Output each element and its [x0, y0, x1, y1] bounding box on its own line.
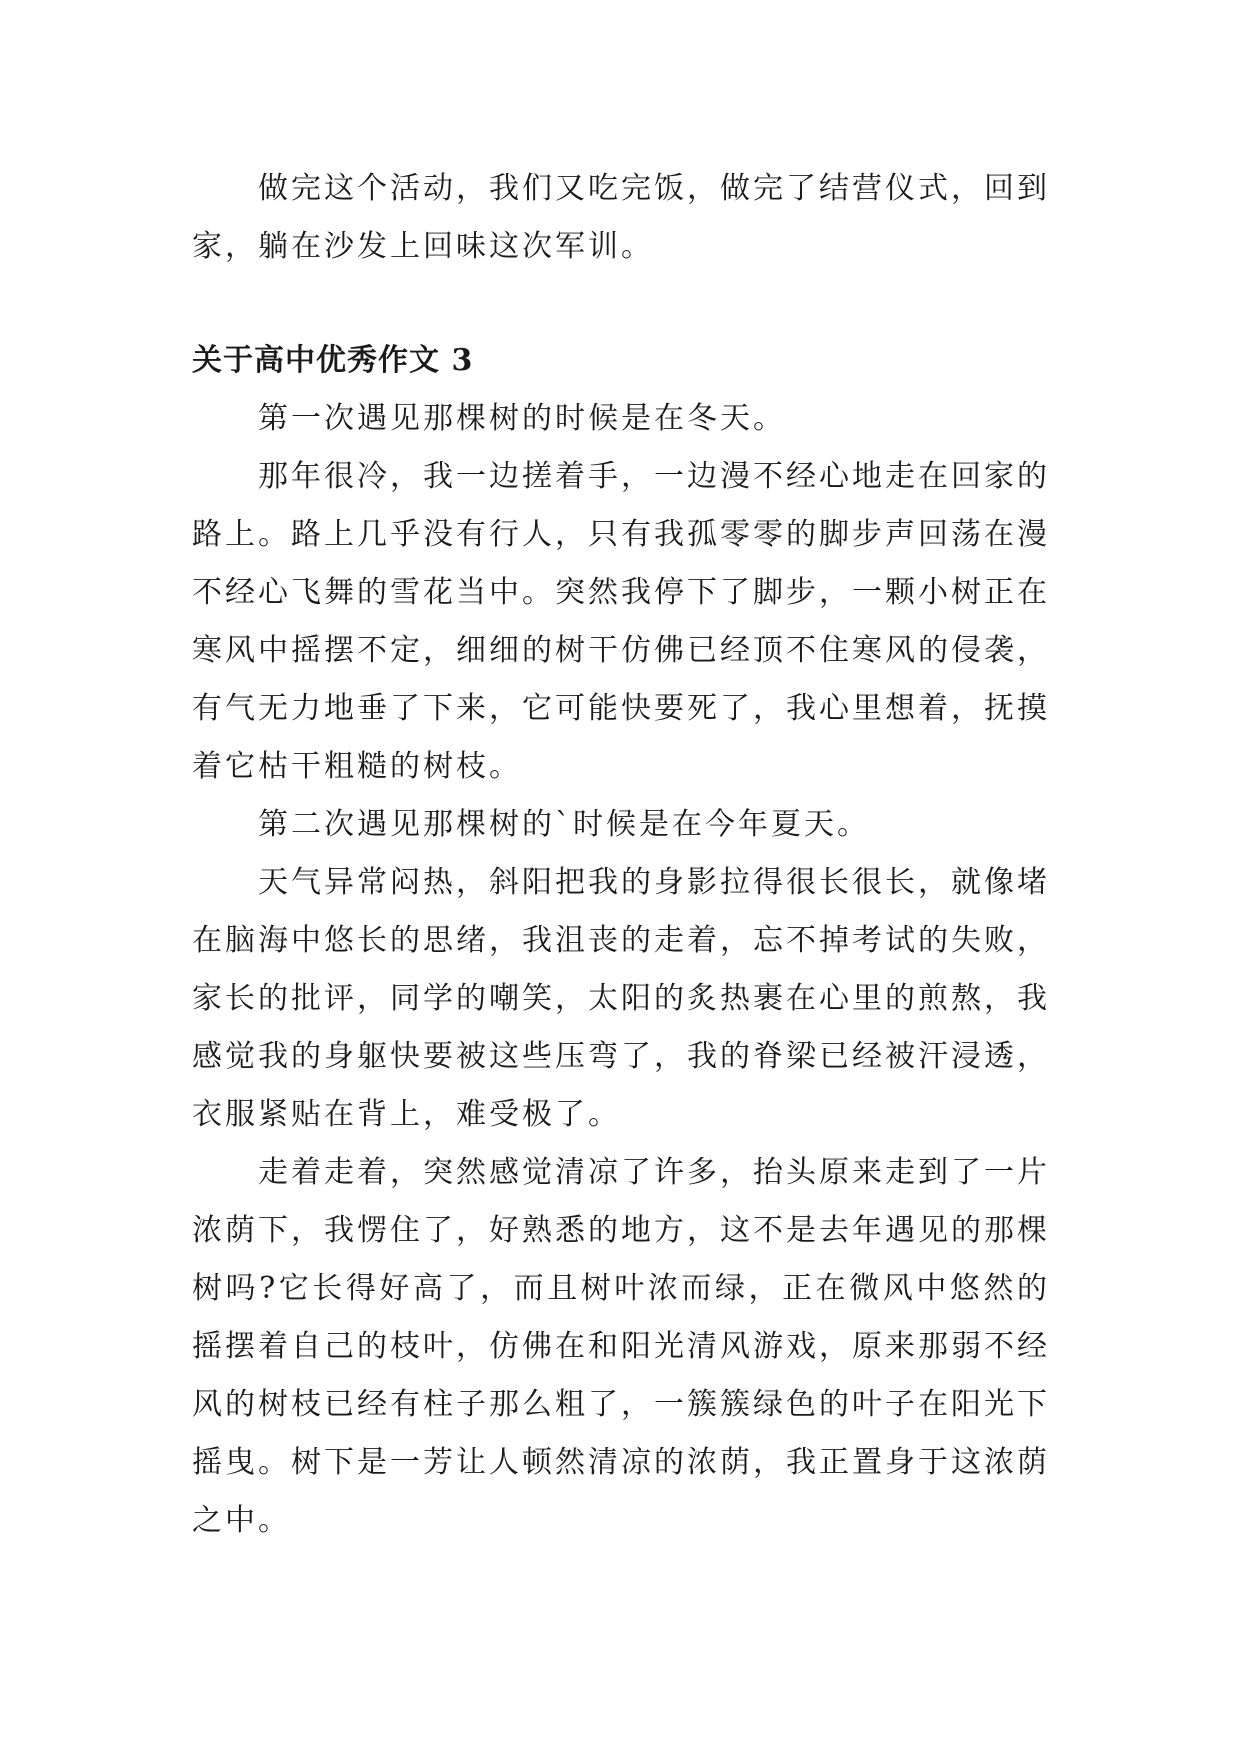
paragraph: 走着走着，突然感觉清凉了许多，抬头原来走到了一片浓荫下，我愣住了，好熟悉的地方，这不是去年遇见的那棵树吗?它长得好高了，而且树叶浓而绿，正在微风中悠然的摇摆着自己的枝叶，仿佛在和阳光清风游戏，原来那弱不经风的树枝已经有柱子那么粗了，一簇簇绿色的叶子在阳光下摇曳。树下是一芳让人顿然清凉的浓荫，我正置身于这浓荫之中。 [192, 1155, 1050, 1538]
paragraph: 第一次遇见那棵树的时候是在冬天。 [258, 401, 786, 436]
paragraph: 天气异常闷热，斜阳把我的身影拉得很长很长，就像堵在脑海中悠长的思绪，我沮丧的走着，忘不掉考试的失败，家长的批评，同学的嘲笑，太阳的炙热裹在心里的煎熬，我感觉我的身躯快要被这些压弯了，我的脊梁已经被汗浸透，衣服紧贴在背上，难受极了。 [192, 865, 1050, 1132]
paragraph: 那年很冷，我一边搓着手，一边漫不经心地走在回家的路上。路上几乎没有行人，只有我孤零零的脚步声回荡在漫不经心飞舞的雪花当中。突然我停下了脚步，一颗小树正在寒风中摇摆不定，细细的树干仿佛已经顶不住寒风的侵袭，有气无力地垂了下来，它可能快要死了，我心里想着，抚摸着它枯干粗糙的树枝。 [192, 459, 1050, 784]
paragraph: 做完这个活动，我们又吃完饭，做完了结营仪式，回到家，躺在沙发上回味这次军训。 [192, 171, 1050, 264]
section-title: 关于高中优秀作文 3 [192, 343, 474, 378]
essay-body [192, 390, 1050, 1550]
paragraph: 第二次遇见那棵树的`时候是在今年夏天。 [258, 807, 870, 842]
intro-text-block [192, 160, 1050, 276]
